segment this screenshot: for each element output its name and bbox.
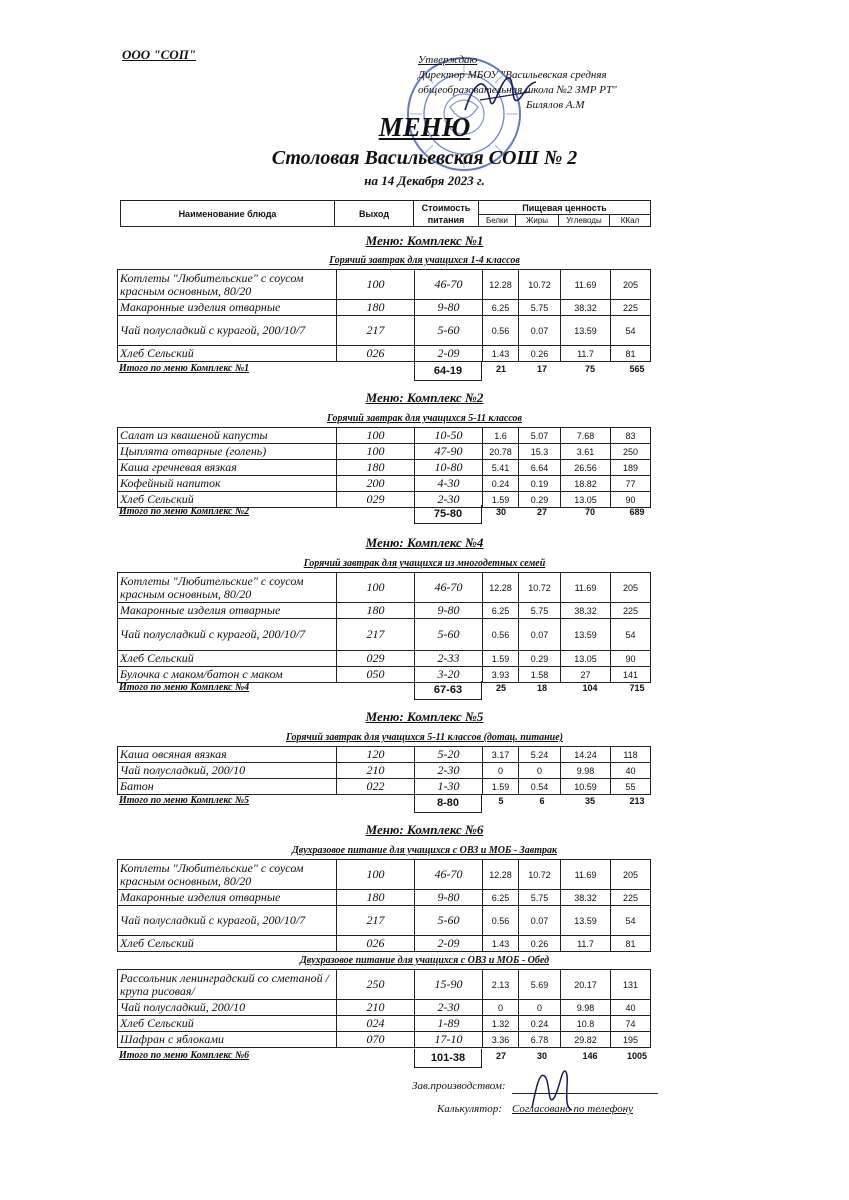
dish-name: Хлеб Сельский [118, 1016, 337, 1032]
dish-price: 1-89 [415, 1016, 483, 1032]
dish-carbs: 10.59 [561, 779, 611, 795]
dish-carbs: 7.68 [561, 428, 611, 444]
dish-fats: 10.72 [519, 573, 561, 603]
page-subtitle: Столовая Васильевская СОШ № 2 [271, 147, 578, 169]
dish-name: Хлеб Сельский [118, 492, 337, 508]
dish-output: 029 [337, 651, 415, 667]
total-carbs: 146 [582, 1051, 598, 1061]
dish-proteins: 1.43 [483, 346, 519, 362]
dish-fats: 0.54 [519, 779, 561, 795]
dish-kcal: 195 [611, 1032, 651, 1048]
dish-output: 180 [337, 300, 415, 316]
menu-row [118, 779, 651, 795]
dish-kcal: 205 [611, 860, 651, 890]
dish-fats: 5.07 [519, 428, 561, 444]
col-output-header: Выход [335, 201, 414, 227]
dish-fats: 0.29 [519, 492, 561, 508]
complex6-lunch-table [117, 969, 651, 1048]
dish-price: 2-09 [415, 346, 483, 362]
dish-output: 217 [337, 906, 415, 936]
dish-output: 100 [337, 428, 415, 444]
menu-row [118, 573, 651, 603]
dish-name: Шафран с яблоками [118, 1032, 337, 1048]
total-label: Итого по меню Комплекс №6 [119, 1050, 250, 1061]
dish-carbs: 11.69 [561, 860, 611, 890]
dish-proteins: 1.6 [483, 428, 519, 444]
dish-proteins: 5.41 [483, 460, 519, 476]
dish-carbs: 29.82 [561, 1032, 611, 1048]
dish-output: 100 [337, 444, 415, 460]
dish-fats: 10.72 [519, 860, 561, 890]
menu-row [118, 444, 651, 460]
total-label: Итого по меню Комплекс №4 [119, 682, 250, 693]
menu-row [118, 346, 651, 362]
dish-fats: 6.78 [519, 1032, 561, 1048]
dish-proteins: 12.28 [483, 573, 519, 603]
dish-fats: 0.19 [519, 476, 561, 492]
dish-proteins: 3.17 [483, 747, 519, 763]
dish-name: Хлеб Сельский [118, 346, 337, 362]
dish-fats: 5.75 [519, 603, 561, 619]
col-fats-header: Жиры [516, 215, 559, 227]
dish-price: 46-70 [415, 860, 483, 890]
dish-carbs: 38.32 [561, 300, 611, 316]
dish-kcal: 74 [611, 1016, 651, 1032]
menu-row [118, 603, 651, 619]
dish-name: Котлеты "Любительские" с соусом красным основным, 80/20 [118, 860, 337, 890]
complex1-table [117, 269, 651, 362]
dish-output: 100 [337, 860, 415, 890]
dish-output: 024 [337, 1016, 415, 1032]
dish-price: 2-33 [415, 651, 483, 667]
menu-row [118, 651, 651, 667]
col-proteins-header: Белки [479, 215, 516, 227]
footer-calculator-label: Калькулятор: [437, 1103, 502, 1115]
dish-kcal: 40 [611, 1000, 651, 1016]
complex6-title: Меню: Комплекс №6 [365, 822, 484, 837]
total-carbs: 75 [584, 364, 595, 374]
dish-fats: 0.24 [519, 1016, 561, 1032]
total-fats: 17 [536, 364, 547, 374]
dish-name: Кофейный напиток [118, 476, 337, 492]
dish-fats: 5.69 [519, 970, 561, 1000]
dish-carbs: 27 [561, 667, 611, 683]
dish-name: Чай полусладкий с курагой, 200/10/7 [118, 906, 337, 936]
total-proteins: 25 [495, 683, 506, 693]
complex4-total [117, 681, 660, 699]
complex2-title: Меню: Комплекс №2 [365, 390, 484, 405]
menu-row [118, 763, 651, 779]
menu-row [118, 316, 651, 346]
dish-kcal: 77 [611, 476, 651, 492]
menu-row [118, 860, 651, 890]
dish-output: 210 [337, 763, 415, 779]
dish-kcal: 54 [611, 316, 651, 346]
dish-kcal: 189 [611, 460, 651, 476]
column-header-table [120, 200, 651, 227]
dish-fats: 0.07 [519, 316, 561, 346]
dish-output: 210 [337, 1000, 415, 1016]
dish-fats: 6.64 [519, 460, 561, 476]
menu-row [118, 428, 651, 444]
dish-price: 5-20 [415, 747, 483, 763]
menu-row [118, 1032, 651, 1048]
dish-name: Чай полусладкий, 200/10 [118, 763, 337, 779]
dish-carbs: 11.7 [561, 346, 611, 362]
dish-name: Чай полусладкий, 200/10 [118, 1000, 337, 1016]
col-carbs-header: Углеводы [559, 215, 610, 227]
dish-proteins: 12.28 [483, 860, 519, 890]
dish-fats: 15.3 [519, 444, 561, 460]
dish-proteins: 1.43 [483, 936, 519, 952]
complex1-subtitle: Горячий завтрак для учащихся 1-4 классов [329, 255, 520, 266]
total-kcal: 213 [629, 796, 645, 806]
total-fats: 18 [536, 683, 547, 693]
dish-kcal: 81 [611, 346, 651, 362]
menu-row [118, 619, 651, 651]
dish-price: 5-60 [415, 619, 483, 651]
total-label: Итого по меню Комплекс №2 [119, 506, 250, 517]
dish-output: 026 [337, 346, 415, 362]
dish-kcal: 225 [611, 603, 651, 619]
dish-name: Цыплята отварные (голень) [118, 444, 337, 460]
dish-proteins: 0.56 [483, 316, 519, 346]
menu-date: на 14 Декабря 2023 г. [364, 173, 485, 188]
dish-proteins: 20.78 [483, 444, 519, 460]
complex6-lunch-subtitle: Двухразовое питание для учащихся с ОВЗ и МОБ - Обед [299, 955, 550, 966]
dish-output: 022 [337, 779, 415, 795]
dish-price: 10-80 [415, 460, 483, 476]
total-price: 75-80 [414, 505, 482, 524]
complex5-title: Меню: Комплекс №5 [365, 709, 484, 724]
dish-fats: 0.29 [519, 651, 561, 667]
dish-name: Котлеты "Любительские" с соусом красным основным, 80/20 [118, 573, 337, 603]
dish-name: Батон [118, 779, 337, 795]
dish-carbs: 11.69 [561, 270, 611, 300]
menu-row [118, 270, 651, 300]
dish-price: 9-80 [415, 890, 483, 906]
dish-proteins: 12.28 [483, 270, 519, 300]
dish-output: 180 [337, 890, 415, 906]
menu-row [118, 1016, 651, 1032]
complex4-title: Меню: Комплекс №4 [365, 535, 484, 550]
total-fats: 27 [536, 507, 547, 517]
footer-manager-label: Зав.производством: [412, 1080, 506, 1092]
dish-carbs: 9.98 [561, 1000, 611, 1016]
dish-carbs: 10.8 [561, 1016, 611, 1032]
dish-output: 217 [337, 619, 415, 651]
dish-proteins: 1.32 [483, 1016, 519, 1032]
dish-name: Рассольник ленинградский со сметаной /крупа рисовая/ [118, 970, 337, 1000]
menu-row [118, 1000, 651, 1016]
total-price: 67-63 [414, 681, 482, 700]
dish-kcal: 54 [611, 906, 651, 936]
menu-row [118, 747, 651, 763]
menu-row [118, 476, 651, 492]
dish-name: Макаронные изделия отварные [118, 890, 337, 906]
total-label: Итого по меню Комплекс №5 [119, 795, 250, 806]
dish-carbs: 20.17 [561, 970, 611, 1000]
total-carbs: 70 [584, 507, 595, 517]
complex1-title: Меню: Комплекс №1 [365, 233, 484, 248]
dish-kcal: 205 [611, 270, 651, 300]
dish-fats: 0.07 [519, 619, 561, 651]
dish-price: 2-09 [415, 936, 483, 952]
dish-fats: 0.26 [519, 346, 561, 362]
total-proteins: 5 [498, 796, 504, 806]
dish-price: 15-90 [415, 970, 483, 1000]
total-proteins: 30 [495, 507, 506, 517]
dish-carbs: 13.59 [561, 316, 611, 346]
approve-director-line: Директор МБОУ "Васильевская средняя [418, 69, 607, 81]
approve-word: Утверждаю [418, 54, 478, 66]
dish-proteins: 3.36 [483, 1032, 519, 1048]
dish-price: 5-60 [415, 906, 483, 936]
total-fats: 30 [536, 1051, 547, 1061]
dish-fats: 0 [519, 1000, 561, 1016]
organization-name: ООО "СОП" [122, 47, 197, 62]
total-carbs: 35 [584, 796, 595, 806]
dish-output: 029 [337, 492, 415, 508]
col-nutrition-header: Пищевая ценность [479, 201, 651, 215]
dish-fats: 0.26 [519, 936, 561, 952]
dish-output: 100 [337, 270, 415, 300]
dish-name: Макаронные изделия отварные [118, 300, 337, 316]
menu-row [118, 970, 651, 1000]
dish-carbs: 13.05 [561, 492, 611, 508]
menu-row [118, 890, 651, 906]
approve-school-line: общеобразовательная школа №2 ЗМР РТ" [418, 84, 617, 96]
dish-name: Булочка с маком/батон с маком [118, 667, 337, 683]
dish-name: Котлеты "Любительские" с соусом красным основным, 80/20 [118, 270, 337, 300]
complex5-subtitle: Горячий завтрак для учащихся 5-11 классов (дотац. питание) [286, 732, 563, 743]
approve-director-name: Билялов А.М [526, 99, 585, 111]
dish-price: 2-30 [415, 1000, 483, 1016]
complex2-subtitle: Горячий завтрак для учащихся 5-11 классов [326, 413, 523, 424]
total-proteins: 27 [495, 1051, 506, 1061]
dish-fats: 0 [519, 763, 561, 779]
dish-price: 46-70 [415, 573, 483, 603]
total-label: Итого по меню Комплекс №1 [119, 363, 250, 374]
total-proteins: 21 [495, 364, 506, 374]
complex4-subtitle: Горячий завтрак для учащихся из многодетных семей [303, 558, 546, 569]
dish-proteins: 0.56 [483, 906, 519, 936]
dish-carbs: 14.24 [561, 747, 611, 763]
complex2-total [117, 505, 660, 523]
dish-output: 026 [337, 936, 415, 952]
dish-carbs: 38.32 [561, 603, 611, 619]
menu-row [118, 300, 651, 316]
footer-agreed-note: Согласовано по телефону [512, 1103, 633, 1115]
dish-proteins: 2.13 [483, 970, 519, 1000]
dish-fats: 0.07 [519, 906, 561, 936]
complex5-total [117, 794, 660, 812]
total-price: 8-80 [414, 794, 482, 813]
dish-name: Каша гречневая вязкая [118, 460, 337, 476]
total-kcal: 689 [629, 507, 645, 517]
dish-name: Салат из квашеной капусты [118, 428, 337, 444]
dish-price: 17-10 [415, 1032, 483, 1048]
dish-price: 2-30 [415, 763, 483, 779]
dish-carbs: 26.56 [561, 460, 611, 476]
col-kcal-header: ККал [610, 215, 651, 227]
dish-fats: 5.24 [519, 747, 561, 763]
total-carbs: 104 [582, 683, 598, 693]
dish-name: Макаронные изделия отварные [118, 603, 337, 619]
complex6-breakfast-subtitle: Двухразовое питание для учащихся с ОВЗ и МОБ - Завтрак [291, 845, 558, 856]
col-price-line2: питания [427, 214, 465, 225]
dish-kcal: 118 [611, 747, 651, 763]
dish-proteins: 0 [483, 1000, 519, 1016]
menu-row [118, 936, 651, 952]
dish-name: Чай полусладкий с курагой, 200/10/7 [118, 316, 337, 346]
dish-name: Хлеб Сельский [118, 651, 337, 667]
complex5-table [117, 746, 651, 795]
dish-carbs: 11.69 [561, 573, 611, 603]
dish-kcal: 225 [611, 890, 651, 906]
dish-price: 10-50 [415, 428, 483, 444]
dish-proteins: 6.25 [483, 890, 519, 906]
dish-output: 180 [337, 460, 415, 476]
dish-carbs: 9.98 [561, 763, 611, 779]
dish-price: 9-80 [415, 603, 483, 619]
dish-proteins: 1.59 [483, 492, 519, 508]
total-kcal: 565 [629, 364, 645, 374]
total-price: 64-19 [414, 362, 482, 381]
complex6-breakfast-table [117, 859, 651, 952]
dish-proteins: 0.56 [483, 619, 519, 651]
dish-output: 070 [337, 1032, 415, 1048]
total-kcal: 1005 [626, 1051, 648, 1061]
dish-price: 2-30 [415, 492, 483, 508]
dish-output: 050 [337, 667, 415, 683]
page-title: МЕНЮ [378, 112, 471, 142]
dish-proteins: 1.59 [483, 651, 519, 667]
menu-row [118, 906, 651, 936]
dish-fats: 5.75 [519, 890, 561, 906]
dish-price: 46-70 [415, 270, 483, 300]
complex4-table [117, 572, 651, 683]
dish-kcal: 90 [611, 492, 651, 508]
dish-output: 180 [337, 603, 415, 619]
total-price: 101-38 [414, 1049, 482, 1068]
dish-fats: 1.58 [519, 667, 561, 683]
col-name-header: Наименование блюда [121, 201, 335, 227]
dish-kcal: 55 [611, 779, 651, 795]
dish-proteins: 3.93 [483, 667, 519, 683]
dish-price: 4-30 [415, 476, 483, 492]
complex2-table [117, 427, 651, 508]
dish-proteins: 6.25 [483, 300, 519, 316]
dish-carbs: 13.59 [561, 619, 611, 651]
dish-price: 5-60 [415, 316, 483, 346]
dish-kcal: 225 [611, 300, 651, 316]
dish-kcal: 83 [611, 428, 651, 444]
total-kcal: 715 [629, 683, 645, 693]
dish-output: 217 [337, 316, 415, 346]
menu-row [118, 460, 651, 476]
dish-output: 200 [337, 476, 415, 492]
total-fats: 6 [539, 796, 545, 806]
dish-name: Каша овсяная вязкая [118, 747, 337, 763]
dish-kcal: 90 [611, 651, 651, 667]
dish-output: 100 [337, 573, 415, 603]
complex1-total [117, 362, 660, 380]
dish-kcal: 141 [611, 667, 651, 683]
dish-proteins: 1.59 [483, 779, 519, 795]
dish-carbs: 11.7 [561, 936, 611, 952]
dish-carbs: 13.05 [561, 651, 611, 667]
dish-kcal: 250 [611, 444, 651, 460]
dish-output: 120 [337, 747, 415, 763]
dish-carbs: 3.61 [561, 444, 611, 460]
dish-kcal: 54 [611, 619, 651, 651]
dish-carbs: 18.82 [561, 476, 611, 492]
dish-carbs: 38.32 [561, 890, 611, 906]
dish-kcal: 81 [611, 936, 651, 952]
dish-price: 3-20 [415, 667, 483, 683]
dish-kcal: 40 [611, 763, 651, 779]
dish-fats: 10.72 [519, 270, 561, 300]
dish-output: 250 [337, 970, 415, 1000]
dish-proteins: 0.24 [483, 476, 519, 492]
dish-price: 47-90 [415, 444, 483, 460]
dish-kcal: 131 [611, 970, 651, 1000]
dish-carbs: 13.59 [561, 906, 611, 936]
col-price-line1: Стоимость [421, 202, 471, 213]
dish-kcal: 205 [611, 573, 651, 603]
col-price-header [414, 201, 479, 227]
dish-price: 1-30 [415, 779, 483, 795]
dish-name: Хлеб Сельский [118, 936, 337, 952]
dish-proteins: 6.25 [483, 603, 519, 619]
dish-fats: 5.75 [519, 300, 561, 316]
dish-name: Чай полусладкий с курагой, 200/10/7 [118, 619, 337, 651]
dish-proteins: 0 [483, 763, 519, 779]
dish-price: 9-80 [415, 300, 483, 316]
